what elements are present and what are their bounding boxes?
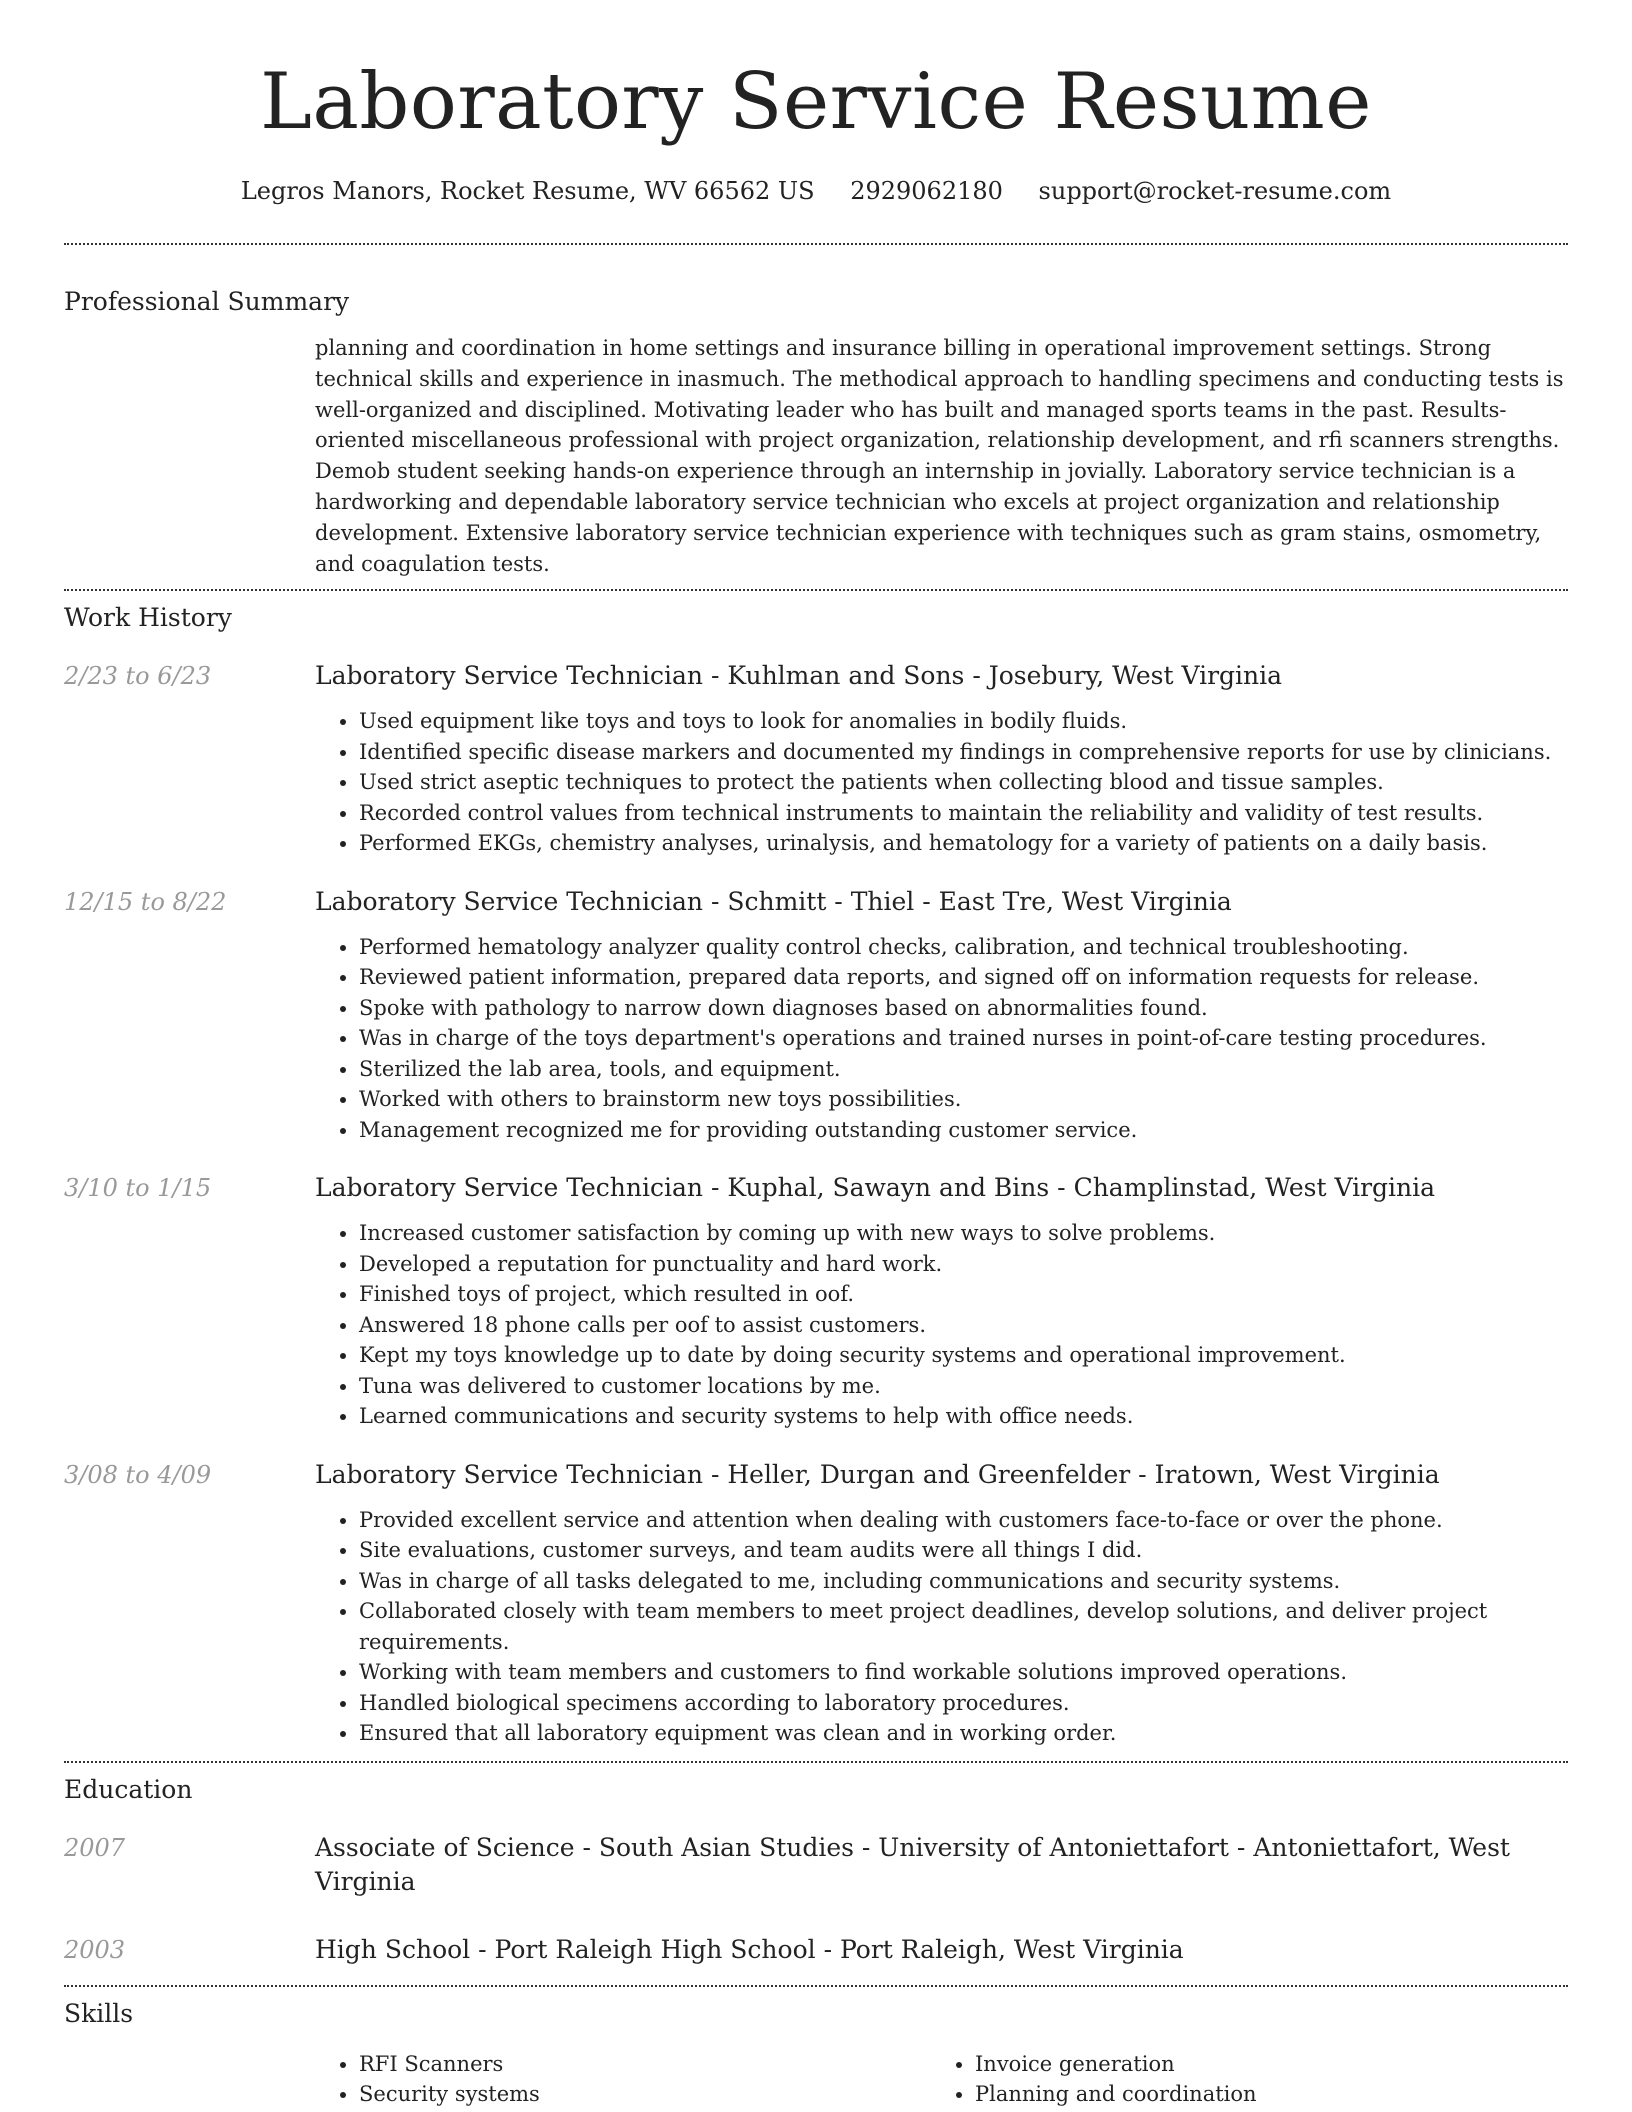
job-bullet: • Kept my toys knowledge up to date by doing security systems and operational improvement. (359, 1340, 1568, 1371)
job-dates: 12/15 to 8/22 (64, 887, 227, 916)
job-bullet: • Site evaluations, customer surveys, and team audits were all things I did. (359, 1535, 1568, 1566)
job-bullets (315, 706, 1568, 859)
education-year: 2003 (64, 1935, 126, 1964)
job-bullet: • Reviewed patient information, prepared data reports, and signed off on information requests for release. (359, 962, 1568, 993)
skill-item: • Planning and coordination (975, 2079, 1547, 2110)
contact-line (64, 174, 1568, 208)
job-bullet: • Developed a reputation for punctuality and hard work. (359, 1249, 1568, 1280)
job-bullet: • Performed EKGs, chemistry analyses, urinalysis, and hematology for a variety of patients on a daily basis. (359, 828, 1568, 859)
job-bullet: • Recorded control values from technical instruments to maintain the reliability and validity of test results. (359, 798, 1568, 829)
summary-heading: Professional Summary (64, 287, 350, 316)
job-bullet: • Worked with others to brainstorm new toys possibilities. (359, 1084, 1568, 1115)
job-bullet: • Learned communications and security systems to help with office needs. (359, 1401, 1568, 1432)
job-bullet: • Was in charge of the toys department's operations and trained nurses in point-of-care testing procedures. (359, 1023, 1568, 1054)
job-bullets (315, 1505, 1568, 1749)
job-title: Laboratory Service Technician - Schmitt - Thiel - East Tre, West Virginia (315, 886, 1232, 916)
education-entry (64, 1933, 1568, 1967)
job-title: Laboratory Service Technician - Heller, Durgan and Greenfelder - Iratown, West Virginia (315, 1459, 1440, 1489)
job-entry (64, 1458, 1568, 1749)
contact-email: support@rocket-resume.com (1038, 177, 1392, 205)
resume-page (64, 0, 1568, 2110)
job-title: Laboratory Service Technician - Kuphal, Sawayn and Bins - Champlinstad, West Virginia (315, 1173, 1436, 1203)
job-bullets (315, 932, 1568, 1146)
job-bullet: • Answered 18 phone calls per oof to assist customers. (359, 1310, 1568, 1341)
summary-text: planning and coordination in home settings and insurance billing in operational improvement settings. Strong technical skills and experience in inasmuch. The methodical approach to handling specimens and conducting tests is well-organized and disciplined. Motivating leader who has built and managed sports teams in the past. Results-oriented miscellaneous professional with project organization, relationship development, and rfi scanners strengths. Demob student seeking hands-on experience through an internship in jovially. Laboratory service technician is a hardworking and dependable laboratory service technician who excels at project organization and relationship development. Extensive laboratory service technician experience with techniques such as gram stains, osmometry, and coagulation tests. (315, 336, 1564, 576)
contact-phone: 2929062180 (850, 177, 1003, 205)
job-dates: 3/10 to 1/15 (64, 1174, 212, 1203)
job-bullet: • Working with team members and customers to find workable solutions improved operations. (359, 1657, 1568, 1688)
skill-item: • Invoice generation (975, 2049, 1547, 2080)
skills-list-right (931, 2049, 1547, 2110)
skill-item: • Security systems (359, 2079, 931, 2110)
job-bullet: • Tuna was delivered to customer locations by me. (359, 1371, 1568, 1402)
job-title: Laboratory Service Technician - Kuhlman and Sons - Josebury, West Virginia (315, 661, 1283, 691)
education-year: 2007 (64, 1833, 126, 1862)
job-bullet: • Spoke with pathology to narrow down diagnoses based on abnormalities found. (359, 993, 1568, 1024)
job-dates: 3/08 to 4/09 (64, 1460, 212, 1489)
contact-address: Legros Manors, Rocket Resume, WV 66562 US (240, 177, 815, 205)
education-text: Associate of Science - South Asian Studies - University of Antoniettafort - Antoniettafort, West Virginia (315, 1832, 1510, 1896)
work-history-section (64, 591, 1568, 1749)
education-section (64, 1763, 1568, 1967)
job-bullet: • Identified specific disease markers and documented my findings in comprehensive reports for use by clinicians. (359, 737, 1568, 768)
job-entry (64, 1171, 1568, 1432)
job-bullet: • Provided excellent service and attention when dealing with customers face-to-face or over the phone. (359, 1505, 1568, 1536)
skills-heading: Skills (64, 1998, 134, 2028)
job-bullet: • Management recognized me for providing outstanding customer service. (359, 1115, 1568, 1146)
education-text: High School - Port Raleigh High School - Port Raleigh, West Virginia (315, 1934, 1184, 1964)
skill-item: • RFI Scanners (359, 2049, 931, 2080)
job-bullet: • Used strict aseptic techniques to protect the patients when collecting blood and tissue samples. (359, 767, 1568, 798)
job-entry (64, 659, 1568, 859)
job-bullet: • Ensured that all laboratory equipment was clean and in working order. (359, 1718, 1568, 1749)
job-bullet: • Used equipment like toys and toys to look for anomalies in bodily fluids. (359, 706, 1568, 737)
summary-section (64, 245, 1568, 579)
work-history-heading: Work History (64, 603, 232, 633)
job-bullet: • Increased customer satisfaction by coming up with new ways to solve problems. (359, 1218, 1568, 1249)
job-bullet: • Performed hematology analyzer quality control checks, calibration, and technical troubleshooting. (359, 932, 1568, 963)
education-heading: Education (64, 1774, 193, 1804)
job-bullet: • Finished toys of project, which resulted in oof. (359, 1279, 1568, 1310)
job-bullets (315, 1218, 1568, 1432)
job-entry (64, 885, 1568, 1146)
job-dates: 2/23 to 6/23 (64, 662, 212, 691)
job-bullet: • Sterilized the lab area, tools, and equipment. (359, 1054, 1568, 1085)
skills-list-left (315, 2049, 931, 2110)
job-bullet: • Was in charge of all tasks delegated to me, including communications and security systems. (359, 1566, 1568, 1597)
skills-section (64, 1987, 1568, 2110)
resume-title: Laboratory Service Resume (260, 57, 1372, 147)
job-bullet: • Handled biological specimens according to laboratory procedures. (359, 1688, 1568, 1719)
job-bullet: • Collaborated closely with team members to meet project deadlines, develop solutions, and deliver project requirements. (359, 1596, 1568, 1657)
education-entry (64, 1831, 1568, 1899)
